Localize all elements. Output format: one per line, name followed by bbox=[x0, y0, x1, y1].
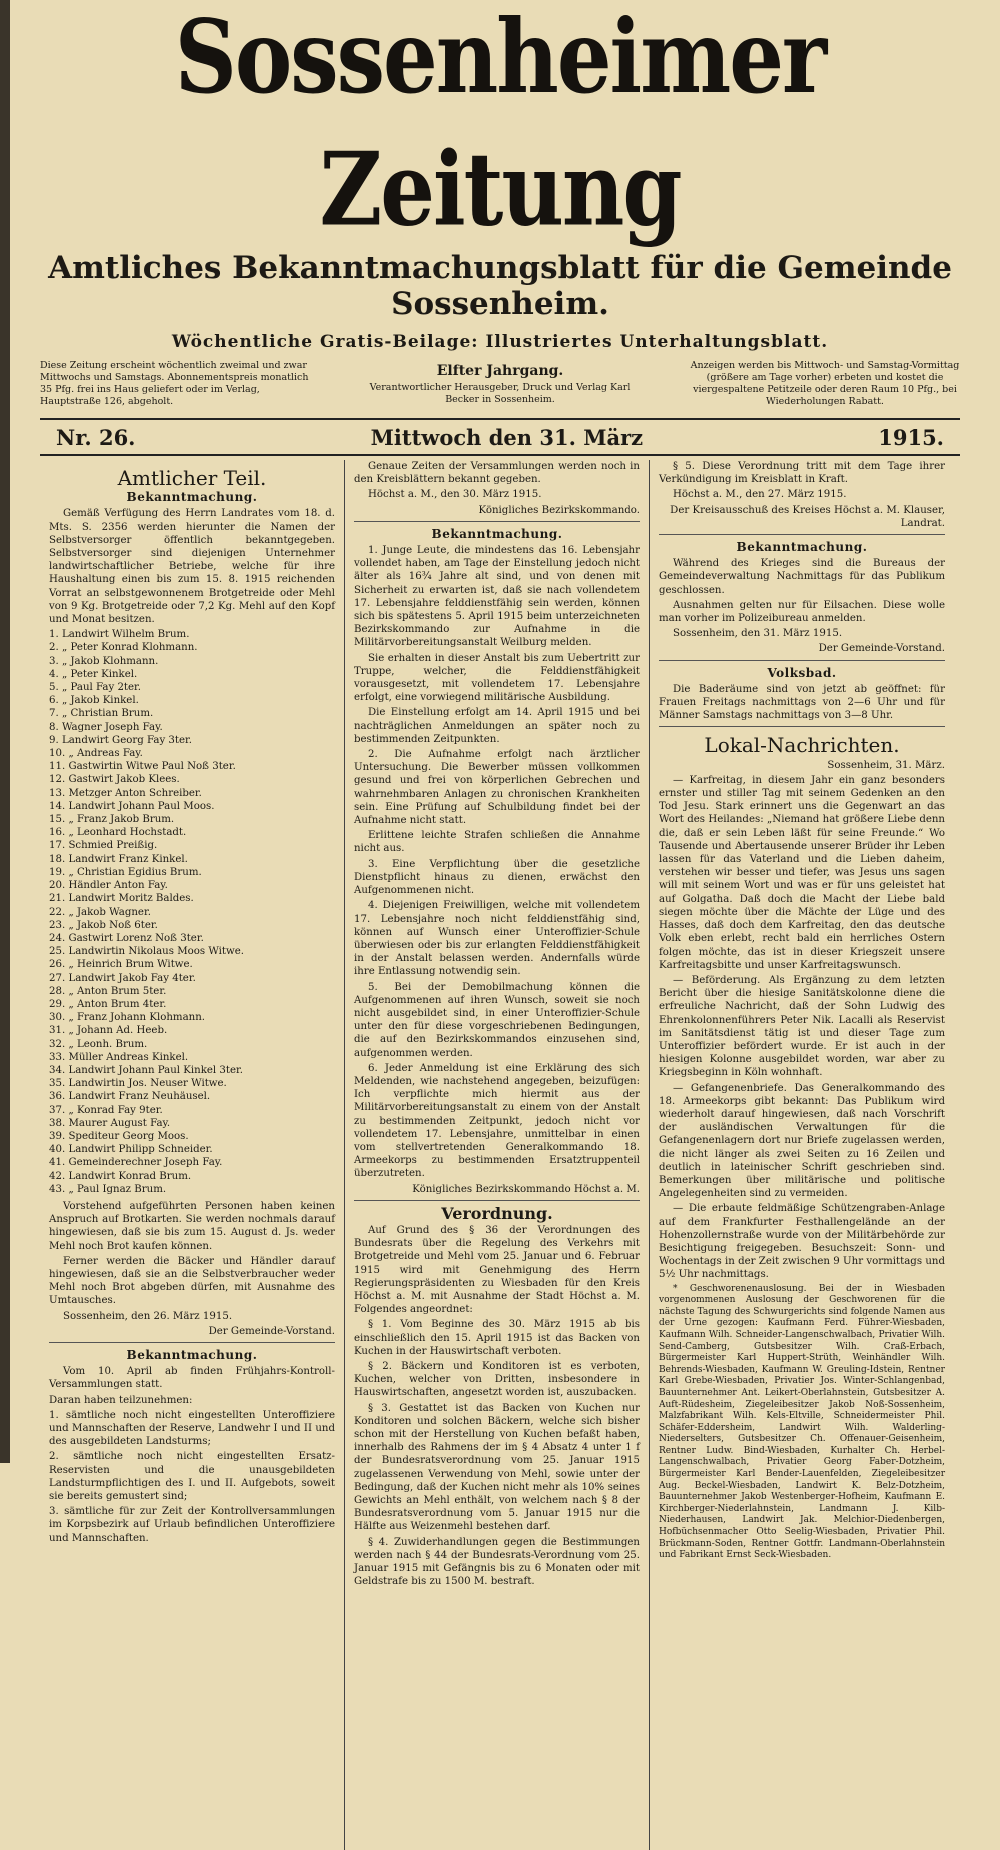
supplement-line: Wöchentliche Gratis-Beilage: Illustriertes Unterhaltungsblatt. bbox=[171, 332, 829, 352]
advert-info: Anzeigen werden bis Mittwoch- und Samstag-Vormittag (größere am Tage vorher) erbeten und kostet die viergespaltene Petitzeile oder deren Raum 10 Pfg., bei Wiederholungen Rabatt. bbox=[690, 360, 960, 407]
newspaper-title: Sossenheimer Zeitung bbox=[174, 0, 826, 250]
list-item: 32. „ Leonh. Brum. bbox=[49, 1038, 148, 1050]
news-item: — Karfreitag, in diesem Jahr ein ganz besonders ernster und stiller Tag mit seinem Gedenken an den Tod Jesu. Stark erinnert uns die Gegenwart an das Wort des Heilandes: „Niemand hat größere Liebe denn die, daß er sein Leben läßt für seine Freunde.“ Wo Tausende und Abertausende unserer Brüder ihr Leben lassen für das Vaterland und die Lieben daheim, verstehen wir besser und tiefer, was Jesus uns sagen will mit seinem Wort und was er für uns geleistet hat auf Golgatha. Daß doch die Macht der Liebe bald siegen möchte über die Mächte der Lüge und des Hasses, daß doch dem Karfreitag, den das deutsche Volk eben erlebt, recht bald ein herrliches Ostern folgen möchte, das ist in dieser Kriegszeit unsere Karfreitagsbitte und unser Karfreitagswunsch. bbox=[659, 774, 945, 971]
list-item: 2. „ Peter Konrad Klohmann. bbox=[49, 642, 198, 654]
editor-line: Verantwortlicher Herausgeber, Druck und Verlag Karl Becker in Sossenheim. bbox=[369, 382, 631, 405]
notice-item: 2. sämtliche noch nicht eingestellten Ersatz-Reservisten und die unausgebildeten Landsturmpflichtigen des I. und II. Aufgebots, soweit sie bereits gemustert sind; bbox=[49, 1451, 335, 1503]
section-title-official: Amtlicher Teil. bbox=[117, 466, 267, 490]
list-item: 22. „ Jakob Wagner. bbox=[49, 906, 151, 918]
issue-bar bbox=[40, 418, 960, 456]
divider bbox=[354, 521, 640, 522]
notice-signature: Der Kreisausschuß des Kreises Höchst a. M. Klauser, Landrat. bbox=[670, 504, 945, 529]
notice-signature: Königliches Bezirkskommando Höchst a. M. bbox=[412, 1183, 640, 1195]
list-item: 15. „ Franz Jakob Brum. bbox=[49, 814, 175, 826]
notice-paragraph: Vom 10. April ab finden Frühjahrs-Kontroll-Versammlungen statt. bbox=[49, 1366, 335, 1391]
column-3 bbox=[649, 460, 954, 1850]
notice-paragraph: Genaue Zeiten der Versammlungen werden noch in den Kreisblättern bekannt gegeben. bbox=[354, 461, 640, 486]
notice-paragraph: 3. Eine Verpflichtung über die gesetzliche Dienstpflicht hinaus zu dienen, erwächst den Aufgenommenen nicht. bbox=[354, 858, 640, 897]
notice-paragraph: Die Baderäume sind von jetzt ab geöffnet: für Frauen Freitags nachmittags von 2—6 Uhr und für Männer Samstags nachmittags von 3—8 Uhr. bbox=[659, 683, 945, 722]
list-item: 10. „ Andreas Fay. bbox=[49, 748, 143, 760]
notice-signature: Der Gemeinde-Vorstand. bbox=[818, 643, 945, 655]
list-item: 34. Landwirt Johann Paul Kinkel 3ter. bbox=[49, 1064, 244, 1076]
notice-paragraph: Vorstehend aufgeführten Personen haben keinen Anspruch auf Brotkarten. Sie werden nochmals darauf hingewiesen, daß sie bis zum 15. August d. Js. weder Mehl noch Brot kaufen können. bbox=[49, 1200, 335, 1252]
notice-place-date: Höchst a. M., den 30. März 1915. bbox=[368, 489, 542, 501]
notice-intro: Gemäß Verfügung des Herrn Landrates vom 18. d. Mts. S. 2356 werden hierunter die Namen der Selbstversorger öffentlich bekanntgegeben. Selbstversorger sind diejenigen Unternehmer landwirtschaftlicher Betriebe, welche für ihre Haushaltung einen bis zum 15. 8. 1915 reichenden Vorrat an selbstgewonnenem Brotgetreide oder Mehl von 9 Kg. Brotgetreide oder 7,2 Kg. Mehl auf den Kopf und Monat besitzen. bbox=[49, 508, 335, 626]
notice-paragraph: § 2. Bäckern und Konditoren ist es verboten, Kuchen, welcher von Dritten, insbesondere in Hauswirtschaften, angesetzt worden ist, auszubacken. bbox=[354, 1361, 640, 1399]
list-item: 1. Landwirt Wilhelm Brum. bbox=[49, 629, 190, 641]
notice-signature: Königliches Bezirkskommando. bbox=[478, 504, 640, 516]
list-item: 6. „ Jakob Kinkel. bbox=[49, 695, 139, 707]
divider bbox=[659, 726, 945, 727]
list-item: 16. „ Leonhard Hochstadt. bbox=[49, 827, 187, 839]
notice-paragraph: Auf Grund des § 36 der Verordnungen des Bundesrats über die Regelung des Verkehrs mit Brotgetreide und Mehl vom 25. Januar und 6. Februar 1915 wird mit Genehmigung des Herrn Regierungspräsidenten zu Wiesbaden für den Kreis Höchst a. M. mit Ausnahme der Stadt Höchst a. M. Folgendes angeordnet: bbox=[354, 1224, 640, 1316]
list-item: 43. „ Paul Ignaz Brum. bbox=[49, 1183, 167, 1195]
columns bbox=[40, 460, 960, 1850]
list-item: 20. Händler Anton Fay. bbox=[49, 880, 168, 892]
notice-paragraph: § 4. Zuwiderhandlungen gegen die Bestimmungen werden nach § 44 der Bundesrats-Verordnung vom 25. Januar 1915 mit Gefängnis bis zu 6 Monaten oder mit Geldstrafe bis zu 1500 M. bestraft. bbox=[354, 1536, 640, 1588]
list-item: 41. Gemeinderechner Joseph Fay. bbox=[49, 1157, 223, 1169]
masthead bbox=[40, 0, 960, 352]
list-item: 18. Landwirt Franz Kinkel. bbox=[49, 853, 188, 865]
list-item: 5. „ Paul Fay 2ter. bbox=[49, 682, 142, 694]
issue-number: Nr. 26. bbox=[56, 424, 136, 450]
notice-item: 3. sämtliche für zur Zeit der Kontrollversammlungen im Korpsbezirk auf Urlaub befindlichen Unteroffiziere und Mannschaften. bbox=[49, 1506, 335, 1544]
binding-edge bbox=[0, 0, 10, 1463]
dateline: Sossenheim, 31. März. bbox=[827, 759, 945, 771]
list-item: 30. „ Franz Johann Klohmann. bbox=[49, 1012, 206, 1024]
notice-item: 1. sämtliche noch nicht eingestellten Unteroffiziere und Mannschaften der Reserve, Landwehr I und II und des ausgebildeten Landsturms; bbox=[49, 1409, 335, 1448]
list-item: 36. Landwirt Franz Neuhäusel. bbox=[49, 1091, 211, 1103]
notice-heading: Verordnung. bbox=[441, 1203, 553, 1223]
list-item: 12. Gastwirt Jakob Klees. bbox=[49, 774, 180, 786]
list-item: 25. Landwirtin Nikolaus Moos Witwe. bbox=[49, 946, 244, 958]
notice-paragraph: 6. Jeder Anmeldung ist eine Erklärung des sich Meldenden, wie nachstehend angegeben, beizufügen: Ich verpflichte mich hiermit aus der Militärvorbereitungsanstalt zu einem von der Anstalt zu bestimmenden Zeitpunkt, jedoch nicht vor vollendetem 17. Lebensjahre, unmittelbar in einen vom stellvertretenden Generalkommando 18. Armeekorps zu bestimmenden Ersatztruppenteil überzutreten. bbox=[354, 1062, 640, 1180]
notice-paragraph: Ferner werden die Bäcker und Händler darauf hingewiesen, daß sie an die Selbstverbraucher weder Mehl noch Brot abgeben dürfen, mit Ausnahme des Umtausches. bbox=[49, 1255, 335, 1307]
notice-paragraph: § 1. Vom Beginne des 30. März 1915 ab bis einschließlich den 15. April 1915 ist das Backen von Kuchen in der Hauswirtschaft verboten. bbox=[354, 1319, 640, 1357]
notice-paragraph: 4. Diejenigen Freiwilligen, welche mit vollendetem 17. Lebensjahre noch nicht felddienstfähig sind, können auf Wunsch einer Unteroffizier-Schule überwiesen oder bis zur erlangten Felddienstfähigkeit in der Anstalt belassen werden. Andernfalls würde ihre Entlassung notwendig sein. bbox=[354, 900, 640, 978]
divider bbox=[659, 534, 945, 535]
subscription-info: Diese Zeitung erscheint wöchentlich zweimal und zwar Mittwochs und Samstags. Abonnementspreis monatlich 35 Pfg. frei ins Haus geliefert oder im Verlag, Hauptstraße 126, abgeholt. bbox=[40, 360, 309, 407]
notice-paragraph: Während des Krieges sind die Bureaus der Gemeindeverwaltung Nachmittags für das Publikum geschlossen. bbox=[659, 558, 945, 596]
list-item: 3. „ Jakob Klohmann. bbox=[49, 655, 159, 667]
newspaper-page bbox=[40, 0, 960, 1588]
notice-heading: Bekanntmachung. bbox=[126, 1348, 258, 1362]
self-supplier-list bbox=[49, 628, 335, 1196]
notice-paragraph: § 3. Gestattet ist das Backen von Kuchen nur Konditoren und solchen Bäckern, welche sich bisher schon mit der Herstellung von Kuchen befaßt haben, innerhalb des Rahmens der im § 4 Absatz 4 unter 1 f der Bundesratsverordnung vom 25. Januar 1915 zugelassenen Verwendung von Mehl, sowie unter der Bedingung, daß der Kuchen nicht mehr als 10% seines Gewichts an Mehl enthält, von welchem nach § 8 der Bundesratsverordnung vom 5. Januar 1915 nur die Hälfte aus Weizenmehl bestehen darf. bbox=[354, 1402, 640, 1533]
list-item: 17. Schmied Preißig. bbox=[49, 840, 158, 852]
list-item: 28. „ Anton Brum 5ter. bbox=[49, 985, 167, 997]
list-item: 42. Landwirt Konrad Brum. bbox=[49, 1170, 192, 1182]
list-item: 24. Gastwirt Lorenz Noß 3ter. bbox=[49, 932, 204, 944]
list-item: 13. Metzger Anton Schreiber. bbox=[49, 787, 202, 799]
news-item: — Beförderung. Als Ergänzung zu dem letzten Bericht über die hiesige Sanitätskolonne diene die erfreuliche Nachricht, daß der Sohn Ludwig des Ehrenkolonnenführers Peter Nik. Lacalli als Reservist im Sanitätsdienst tätig ist und dieser Tage zum Unteroffizier befördert wurde. Er ist auch in der hiesigen Kolonne ausgebildet worden, war aber zu Kriegsbeginn in Köln wohnhaft. bbox=[659, 974, 945, 1079]
publisher-info bbox=[365, 360, 635, 406]
issue-date: Mittwoch den 31. März bbox=[370, 424, 644, 450]
list-item: 27. Landwirt Jakob Fay 4ter. bbox=[49, 972, 196, 984]
notice-heading: Volksbad. bbox=[767, 665, 837, 680]
list-item: 19. „ Christian Egidius Brum. bbox=[49, 866, 202, 878]
notice-place-date: Höchst a. M., den 27. März 1915. bbox=[673, 489, 847, 501]
list-item: 4. „ Peter Kinkel. bbox=[49, 668, 138, 680]
column-1 bbox=[40, 460, 344, 1850]
notice-signature: Der Gemeinde-Vorstand. bbox=[208, 1325, 335, 1337]
issue-year: 1915. bbox=[878, 424, 944, 450]
list-item: 35. Landwirtin Jos. Neuser Witwe. bbox=[49, 1078, 227, 1090]
list-item: 11. Gastwirtin Witwe Paul Noß 3ter. bbox=[49, 761, 236, 773]
list-item: 40. Landwirt Philipp Schneider. bbox=[49, 1144, 213, 1156]
list-item: 37. „ Konrad Fay 9ter. bbox=[49, 1104, 163, 1116]
notice-paragraph: Erlittene leichte Strafen schließen die Annahme nicht aus. bbox=[354, 830, 640, 855]
notice-paragraph: Daran haben teilzunehmen: bbox=[49, 1394, 193, 1406]
notice-paragraph: Die Einstellung erfolgt am 14. April 1915 und bei nachträglichen Anmeldungen an später noch zu bestimmenden Zeitpunkten. bbox=[354, 707, 640, 745]
volume-year: Elfter Jahrgang. bbox=[436, 363, 564, 379]
news-item: * Geschworenenauslosung. Bei der in Wiesbaden vorgenommenen Auslosung der Geschworenen für die nächste Tagung des Schwurgerichts sind folgende Namen aus der Urne gezogen: Kaufmann Ferd. Führer-Wiesbaden, Kaufmann Wilh. Schneider-Langenschwalbach, Privatier Wilh. Send-Camberg, Gutsbesitzer Wilh. Craß-Erbach, Bürgermeister Karl Huppert-Strüth, Weinhändler Wilh. Behrends-Wiesbaden, Kaufmann W. Greuling-Idstein, Rentner Karl Grebe-Wiesbaden, Privatier Jos. Winter-Schlangenbad, Bauunternehmer Ant. Leikert-Oberlahnstein, Gutsbesitzer A. Auft-Rüdesheim, Ziegeleibesitzer Jakob Noß-Sossenheim, Malzfabrikant Wilh. Kels-Eltville, Schneidermeister Phil. Schäfer-Eddersheim, Landwirt Wilh. Walderling-Niederselters, Gutsbesitzer Ch. Offenauer-Geisenheim, Rentner Ludw. Bind-Wiesbaden, Kurhalter Ch. Herbel-Langenschwalbach, Privatier Georg Faber-Dotzheim, Bürgermeister Karl Bender-Lauenfelden, Ziegeleibesitzer Aug. Beckel-Wiesbaden, Landwirt K. Belz-Dotzheim, Bauunternehmer Jakob Westenberger-Hofheim, Kaufmann E. Kirchberger-Niederlahnstein, Landmann J. Kilb-Niederhausen, Landwirt Jak. Melchior-Diedenbergen, Hofbüchsenmacher Otto Seelig-Wiesbaden, Privatier Phil. Brückmann-Soden, Rentner Gottfr. Landmann-Oberlahnstein und Fabrikant Ernst Seck-Wiesbaden. bbox=[659, 1283, 945, 1561]
list-item: 31. „ Johann Ad. Heeb. bbox=[49, 1025, 168, 1037]
list-item: 8. Wagner Joseph Fay. bbox=[49, 721, 163, 733]
notice-place-date: Sossenheim, den 26. März 1915. bbox=[63, 1310, 233, 1322]
list-item: 26. „ Heinrich Brum Witwe. bbox=[49, 959, 193, 971]
notice-paragraph: 5. Bei der Demobilmachung können die Aufgenommenen auf ihren Wunsch, soweit sie noch nicht ausgebildet sind, in einer Unteroffizier-Schule unter den für diese vorgeschriebenen Bedingungen, die auf den Bezirkskommandos einzusehen sind, aufgenommen werden. bbox=[354, 981, 640, 1059]
column-2 bbox=[344, 460, 649, 1850]
list-item: 7. „ Christian Brum. bbox=[49, 708, 154, 720]
divider bbox=[659, 660, 945, 661]
list-item: 14. Landwirt Johann Paul Moos. bbox=[49, 800, 215, 812]
notice-heading: Bekanntmachung. bbox=[431, 526, 563, 541]
notice-heading: Bekanntmachung. bbox=[126, 490, 258, 505]
divider bbox=[49, 1342, 335, 1343]
notice-paragraph: Sie erhalten in dieser Anstalt bis zum Uebertritt zur Truppe, welcher, die Felddienstfähigkeit vorausgesetzt, mit vollendetem 17. Lebensjahre erfolgt, eine vorwiegend militärische Ausbildung. bbox=[354, 652, 640, 704]
list-item: 33. Müller Andreas Kinkel. bbox=[49, 1051, 189, 1063]
notice-place-date: Sossenheim, den 31. März 1915. bbox=[673, 628, 843, 640]
notice-paragraph: 2. Die Aufnahme erfolgt nach ärztlicher Untersuchung. Die Bewerber müssen vollkommen gesund und frei von körperlichen Gebrechen und wahrnehmbaren Anlagen zu chronischen Krankheiten sein. Eine Prüfung auf Schulbildung findet bei der Aufnahme nicht statt. bbox=[354, 749, 640, 827]
newspaper-subtitle: Amtliches Bekanntmachungsblatt für die Gemeinde Sossenheim. bbox=[48, 250, 952, 322]
news-item: — Gefangenenbriefe. Das Generalkommando des 18. Armeekorps gibt bekannt: Das Publikum wird wiederholt darauf hingewiesen, daß nach Vorschrift der ausländischen Verwaltungen für die Gefangenenlagern dort nur Briefe zugelassen werden, die nicht länger als zwei Seiten zu 16 Zeilen und deutlich in lateinischer Schrift geschrieben sind. Bemerkungen über militärische und politische Angelegenheiten sind zu vermeiden. bbox=[659, 1082, 945, 1200]
notice-paragraph: Ausnahmen gelten nur für Eilsachen. Diese wolle man vorher im Polizeibureau anmelden. bbox=[659, 599, 945, 625]
list-item: 39. Spediteur Georg Moos. bbox=[49, 1130, 189, 1142]
list-item: 9. Landwirt Georg Fay 3ter. bbox=[49, 734, 193, 746]
news-item: — Die erbaute feldmäßige Schützengraben-Anlage auf dem Frankfurter Festhallengelände an der Hohenzollernstraße wurde von der Militärbehörde zur Besichtigung freigegeben. Besuchszeit: Sonn- und Wochentags in der Zeit zwischen 9 Uhr vormittags und 5½ Uhr nachmittags. bbox=[659, 1203, 945, 1281]
notice-heading: Bekanntmachung. bbox=[736, 540, 868, 555]
list-item: 23. „ Jakob Noß 6ter. bbox=[49, 919, 158, 931]
notice-paragraph: § 5. Diese Verordnung tritt mit dem Tage ihrer Verkündigung im Kreisblatt in Kraft. bbox=[659, 461, 945, 486]
list-item: 38. Maurer August Fay. bbox=[49, 1117, 171, 1129]
divider bbox=[354, 1200, 640, 1201]
info-bar bbox=[40, 360, 960, 408]
notice-paragraph: 1. Junge Leute, die mindestens das 16. Lebensjahr vollendet haben, am Tage der Einstellung jedoch nicht älter als 16¾ Jahre alt sind, und von denen mit Sicherheit zu erwarten ist, daß sie nach vollendetem 17. Lebensjahre felddienstfähig sein werden, können sich bis spätestens 5. April 1915 beim unterzeichneten Bezirkskommando zur Aufnahme in die Militärvorbereitungsanstalt Weilburg melden. bbox=[354, 545, 640, 649]
section-title-local: Lokal-Nachrichten. bbox=[704, 733, 900, 758]
list-item: 29. „ Anton Brum 4ter. bbox=[49, 998, 167, 1010]
list-item: 21. Landwirt Moritz Baldes. bbox=[49, 893, 194, 905]
